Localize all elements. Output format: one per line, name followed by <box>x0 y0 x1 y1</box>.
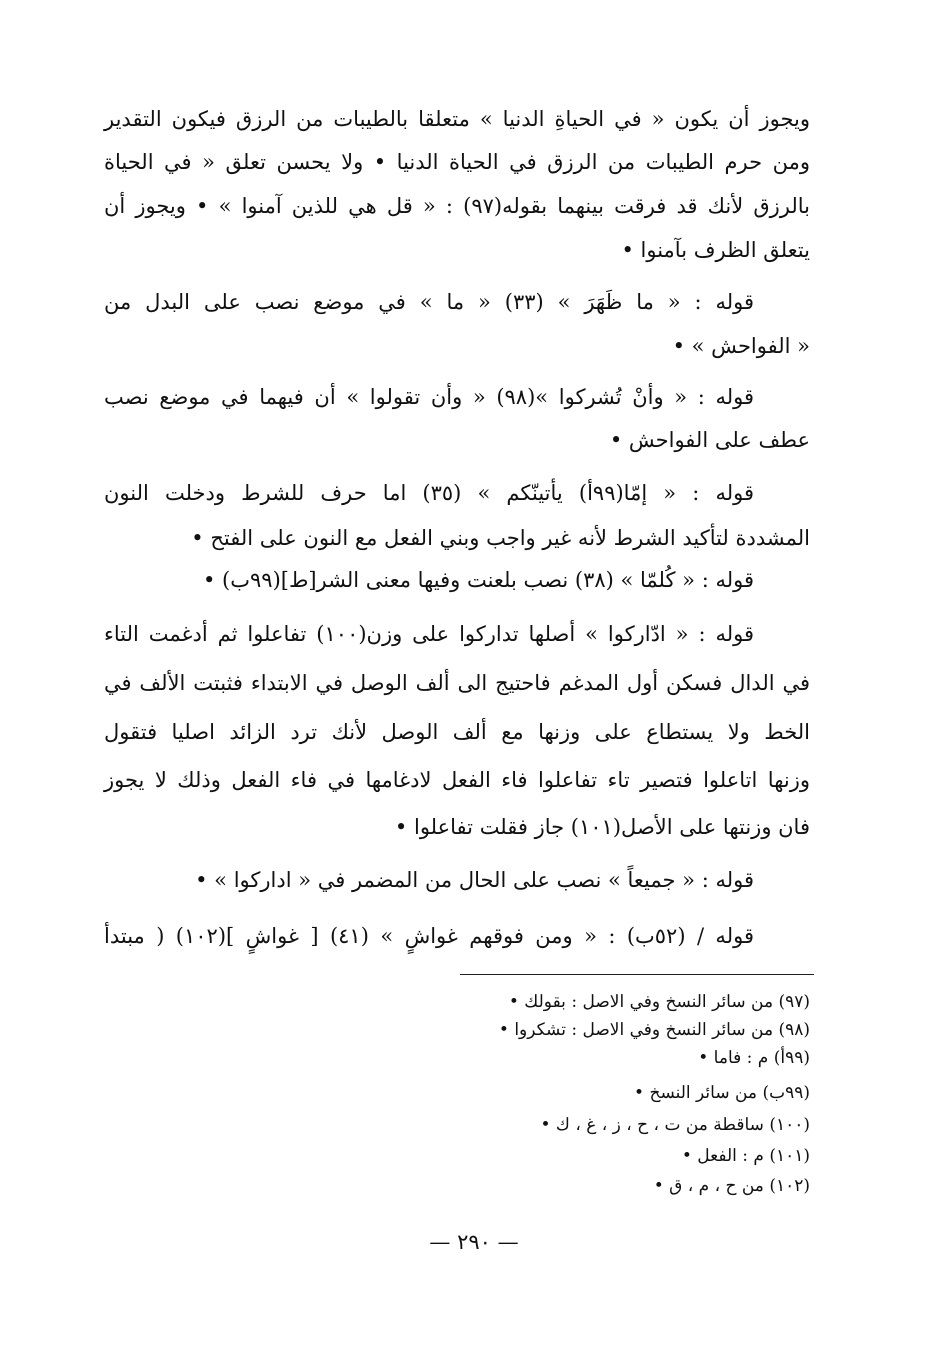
text-line: يتعلق الظرف بآمنوا • <box>621 238 810 262</box>
footnote: (١٠٠) ساقطة من ت ، ح ، ز ، غ ، ك • <box>540 1115 810 1135</box>
footnote: (٩٩ب) من سائر النسخ • <box>634 1083 810 1103</box>
text-line: المشددة لتأكيد الشرط لأنه غير واجب وبني الفعل مع النون على الفتح • <box>191 526 810 550</box>
text-line: ويجوز أن يكون « في الحياةِ الدنيا » متعلقا بالطيبات من الرزق فيكون التقدير <box>104 107 810 131</box>
text-line: الخط ولا يستطاع على وزنها مع ألف الوصل لأنك ترد الزائد اصليا فتقول <box>104 720 810 744</box>
text-line: بالرزق لأنك قد فرقت بينهما بقوله(٩٧) : « قل هي للذين آمنوا » • ويجوز أن <box>104 194 811 218</box>
footnote: (٩٩أ) م : فاما • <box>698 1048 810 1068</box>
text-line: قوله : « وأنْ تُشركوا »(٩٨) « وأن تقولوا » أن فيهما في موضع نصب <box>104 385 754 409</box>
footnote: (٩٨) من سائر النسخ وفي الاصل : تشكروا • <box>498 1020 810 1040</box>
footnote-separator <box>460 974 814 975</box>
page-number: — ٢٩٠ — <box>429 1230 519 1254</box>
text-line: في الدال فسكن أول المدغم فاحتيج الى ألف الوصل في الابتداء فثبتت الألف في <box>104 671 810 695</box>
text-line: قوله : « جميعاً » نصب على الحال من المضمر في « اداركوا » • <box>195 868 754 892</box>
text-line: قوله / (٥٢ب) : « ومن فوقهم غواشٍ » (٤١) [ غواشٍ ](١٠٢) ( مبتدأ <box>104 924 754 948</box>
text-line: قوله : « ما ظَهَرَ » (٣٣) « ما » في موضع نصب على البدل من <box>104 290 754 314</box>
text-line: وزنها اتاعلوا فتصير تاء تفاعلوا فاء الفعل لادغامها في فاء الفعل وذلك لا يجوز <box>104 768 810 792</box>
footnote: (١٠١) م : الفعل • <box>681 1146 810 1166</box>
text-line: فان وزنتها على الأصل(١٠١) جاز فقلت تفاعلوا • <box>394 815 810 839</box>
text-line: عطف على الفواحش • <box>609 428 810 452</box>
text-line: قوله : « إمّا(٩٩أ) يأتينّكم » (٣٥) اما حرف للشرط ودخلت النون <box>104 481 754 505</box>
text-line: قوله : « كُلمّا » (٣٨) نصب بلعنت وفيها معنى الشر[ط](٩٩ب) • <box>202 568 754 592</box>
text-line: قوله : « ادّاركوا » أصلها تداركوا على وزن(١٠٠) تفاعلوا ثم أدغمت التاء <box>104 622 754 646</box>
text-line: « الفواحش » • <box>672 334 810 358</box>
footnote: (٩٧) من سائر النسخ وفي الاصل : بقولك • <box>508 992 810 1012</box>
text-line: ومن حرم الطيبات من الرزق في الحياة الدنيا • ولا يحسن تعلق « في الحياة <box>104 150 810 174</box>
footnote: (١٠٢) من ح ، م ، ق • <box>653 1176 810 1196</box>
